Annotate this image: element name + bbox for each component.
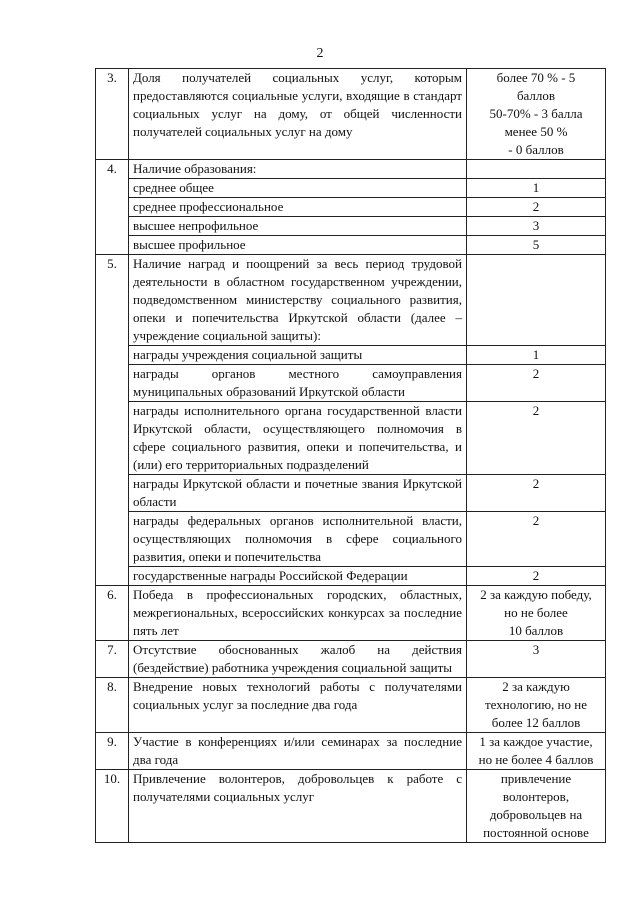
score-line: постоянной основе [483,825,589,840]
criteria-table [95,68,606,843]
table-subrow [96,198,606,217]
score-line: 2 за каждую победу, [480,587,592,602]
score-line: 1 за каждое участие, [479,734,593,749]
subcriterion-description: награды Иркутской области и почетные звания Иркутской области [129,475,467,512]
row-number: 3. [96,69,129,160]
row-number: 8. [96,678,129,733]
subcriterion-score: 2 [467,567,606,586]
criterion-score [467,733,606,770]
criterion-score-empty [467,160,606,179]
criterion-score [467,770,606,843]
subcriterion-score: 2 [467,365,606,402]
score-line: 3 [532,642,540,657]
score-line: 10 баллов [508,623,564,638]
page-number: 2 [316,46,324,61]
subcriterion-description: среднее общее [129,179,467,198]
criterion-description: Победа в профессиональных городских, областных, межрегиональных, всероссийских конкурсах за последние пять лет [129,586,467,641]
row-number: 5. [96,255,129,586]
criterion-description: Внедрение новых технологий работы с получателями социальных услуг за последние два года [129,678,467,733]
score-line: но не более [504,605,568,620]
table-subrow [96,346,606,365]
score-line: менее 50 % [504,124,568,139]
subcriterion-description: среднее профессиональное [129,198,467,217]
subcriterion-score: 1 [467,179,606,198]
score-line: волонтеров, [502,789,570,804]
score-line: 2 за каждую [502,679,570,694]
criterion-description: Участие в конференциях и/или семинарах за последние два года [129,733,467,770]
row-number: 9. [96,733,129,770]
table-subrow [96,402,606,475]
subcriterion-score: 2 [467,198,606,217]
table-subrow [96,512,606,567]
subcriterion-score: 2 [467,402,606,475]
subcriterion-score: 3 [467,217,606,236]
row-number: 10. [96,770,129,843]
table-subrow [96,365,606,402]
subcriterion-score: 5 [467,236,606,255]
criterion-description: Отсутствие обоснованных жалоб на действия (бездействие) работника учреждения социальной защиты [129,641,467,678]
table-row [96,770,606,843]
score-line: - 0 баллов [508,142,564,157]
table-row [96,733,606,770]
row-number: 7. [96,641,129,678]
table-row [96,586,606,641]
subcriterion-description: награды исполнительного органа государственной власти Иркутской области, осуществляющего полномочия в сфере социального развития, опеки и попечительства, и (или) его территориальных подразделений [129,402,467,475]
subcriterion-description: награды учреждения социальной защиты [129,346,467,365]
subcriterion-description: высшее профильное [129,236,467,255]
criterion-description: Привлечение волонтеров, добровольцев к работе с получателями социальных услуг [129,770,467,843]
criterion-description: Доля получателей социальных услуг, которым предоставляются социальные услуги, входящие в стандарт социальных услуг на дому, от общей численности получателей социальных услуг на дому [129,69,467,160]
subcriterion-description: государственные награды Российской Федерации [129,567,467,586]
subcriterion-description: высшее непрофильное [129,217,467,236]
score-line: но не более 4 баллов [478,752,594,767]
criterion-score [467,69,606,160]
table-row [96,255,606,346]
table-row [96,69,606,160]
table-subrow [96,217,606,236]
subcriterion-score: 2 [467,512,606,567]
subcriterion-description: награды федеральных органов исполнительной власти, осуществляющих полномочия в сфере социального развития, опеки и попечительства [129,512,467,567]
subcriterion-description: награды органов местного самоуправления муниципальных образований Иркутской области [129,365,467,402]
table-subrow [96,179,606,198]
score-line: более 12 баллов [491,715,581,730]
criterion-score [467,678,606,733]
criterion-score [467,586,606,641]
table-subrow [96,236,606,255]
subcriterion-score: 1 [467,346,606,365]
score-line: привлечение [500,771,572,786]
table-row [96,160,606,179]
criterion-score [467,641,606,678]
score-line: 50-70% - 3 балла [489,106,583,121]
row-number: 4. [96,160,129,255]
criterion-score-empty [467,255,606,346]
criterion-description: Наличие наград и поощрений за весь период трудовой деятельности в областном государственном учреждении, подведомственном министерству социального развития, опеки и попечительства Иркутской области (далее – учреждение социальной защиты): [129,255,467,346]
table-row [96,678,606,733]
criterion-description: Наличие образования: [129,160,467,179]
score-line: технологию, но не [485,697,587,712]
table-row [96,641,606,678]
table-subrow [96,475,606,512]
subcriterion-score: 2 [467,475,606,512]
score-line: баллов [516,88,556,103]
score-line: добровольцев на [489,807,583,822]
row-number: 6. [96,586,129,641]
score-line: более 70 % - 5 [496,70,576,85]
table-subrow [96,567,606,586]
